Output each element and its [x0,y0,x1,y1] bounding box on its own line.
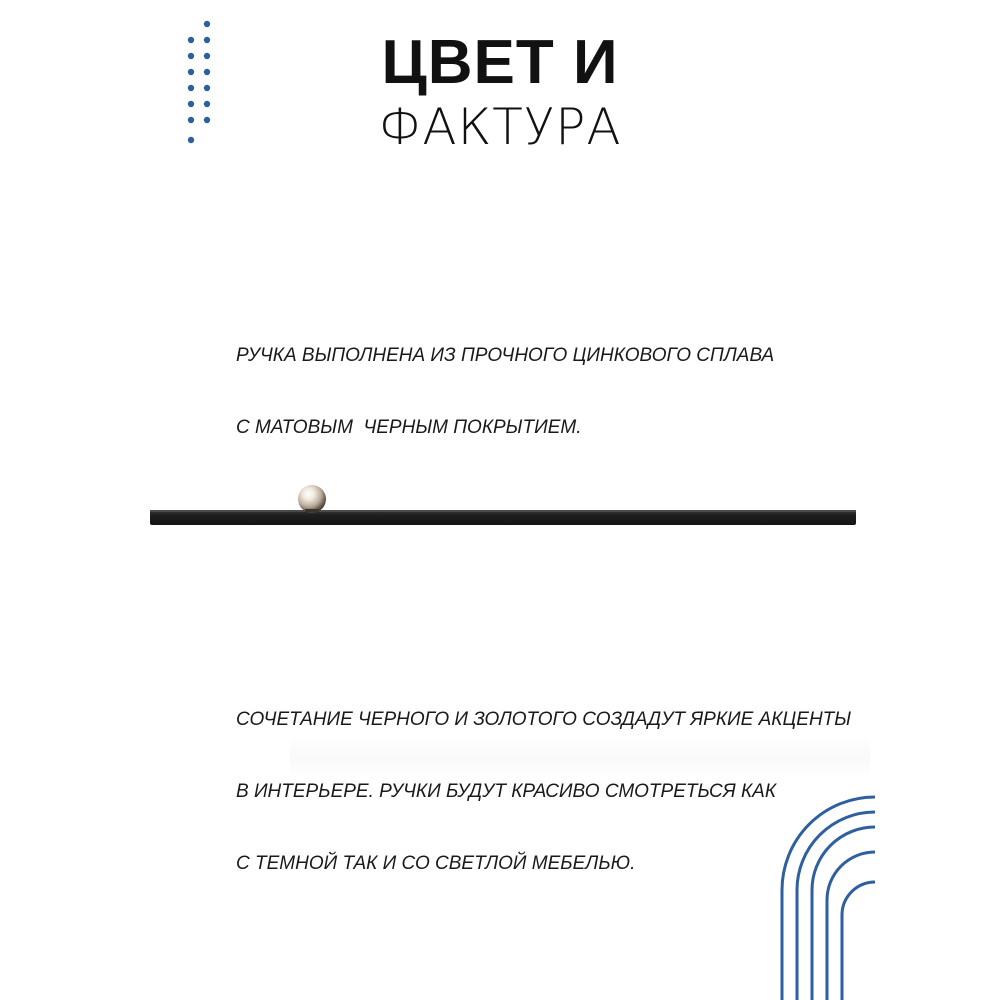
dot-grid-icon [183,18,223,150]
nested-arcs-icon [770,790,880,1000]
page-title [300,28,700,156]
handle-bar [150,510,856,525]
material-description [236,296,774,464]
gold-knob [298,485,326,513]
material-description-line-1: РУЧКА ВЫПОЛНЕНА ИЗ ПРОЧНОГО ЦИНКОВОГО СПЛАВА [236,345,775,366]
handle-product-image [140,470,870,540]
combination-description-line-1: СОЧЕТАНИЕ ЧЕРНОГО И ЗОЛОТОГО СОЗДАДУТ ЯРКИЕ АКЦЕНТЫ [236,709,852,730]
title-line-1: ЦВЕТ И [381,28,619,97]
combination-description-line-2: В ИНТЕРЬЕРЕ. РУЧКИ БУДУТ КРАСИВО СМОТРЕТЬСЯ КАК [236,781,777,802]
material-description-line-2: С МАТОВЫМ ЧЕРНЫМ ПОКРЫТИЕМ. [236,417,582,438]
combination-description [236,660,851,900]
combination-description-line-3: С ТЕМНОЙ ТАК И СО СВЕТЛОЙ МЕБЕЛЬЮ. [236,853,636,874]
title-line-2: ФАКТУРА [378,98,622,156]
